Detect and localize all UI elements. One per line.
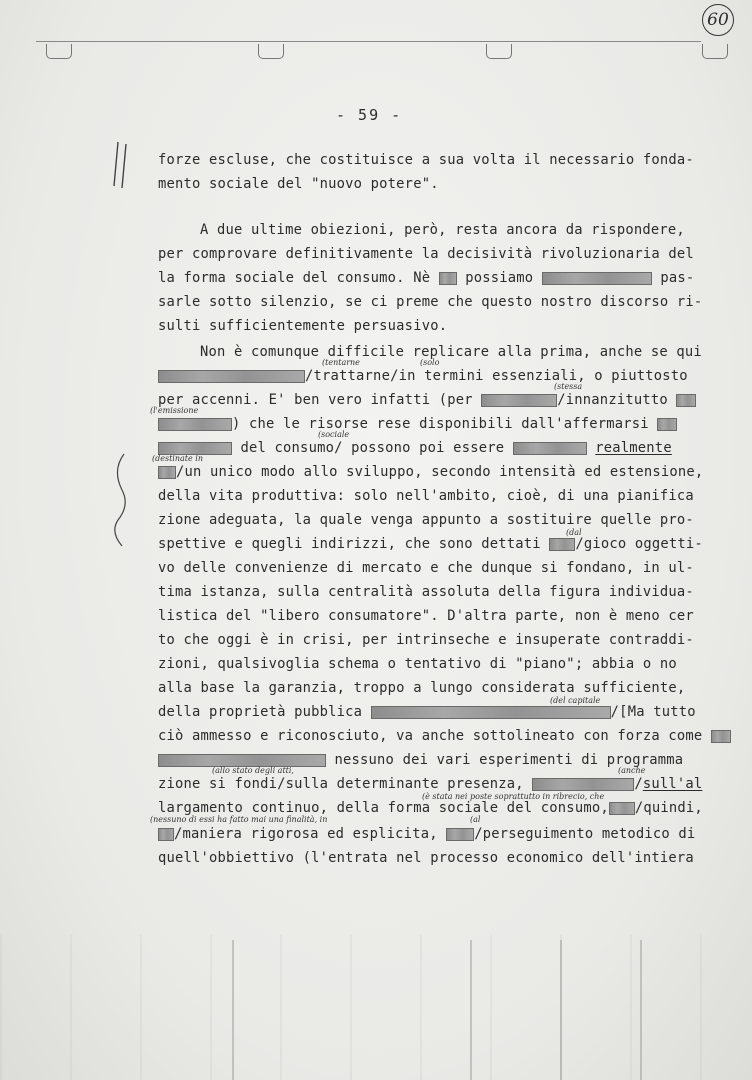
handwritten-note: (al [470,815,481,824]
top-edge-line [36,41,701,42]
redaction-bar [158,828,174,841]
text-line: zioni, qualsivoglia schema o tentativo di "piano"; abbia o no [158,656,677,672]
redaction-bar [371,706,611,719]
text-line: spettive e quegli indirizzi, che sono dettati /gioco oggetti- [158,536,703,552]
redaction-bar [158,418,232,431]
handwritten-note: (destinate in [152,454,203,463]
text-line: A due ultime obiezioni, però, resta ancora da rispondere, [200,222,685,238]
text-line: nessuno dei vari esperimenti di programma [158,752,683,768]
handwritten-note: (l'emissione [150,406,199,415]
redaction-bar [657,418,677,431]
text-line: listica del "libero consumatore". D'altra parte, non è meno cer [158,608,694,624]
redaction-bar [481,394,557,407]
text-line: sarle sotto silenzio, se ci preme che questo nostro discorso ri- [158,294,703,310]
handwritten-note: (è stata nei poste soprattutto in ribrecio, che [422,792,605,801]
text-line: tima istanza, sulla centralità assoluta della figura individua- [158,584,694,600]
redaction-bar [439,272,457,285]
text-line: del consumo/ possono poi essere realmente [158,440,672,456]
text-line: ) che le risorse rese disponibili dall'affermarsi [158,416,677,432]
text-line: vo delle convenienze di mercato e che dunque si fondano, in ul- [158,560,694,576]
scan-artifact-line [560,940,562,1080]
margin-double-line-icon [108,140,138,190]
redaction-bar [542,272,652,285]
redaction-bar [158,370,305,383]
redaction-bar [609,802,635,815]
binder-tab [702,44,728,59]
text-line: /maniera rigorosa ed esplicita, /perseguimento metodico di [158,826,695,842]
text-line: zione si fondi/sulla determinante presenza, /sull'al [158,776,703,792]
text-line: Non è comunque difficile replicare alla prima, anche se qui [200,344,702,360]
text-line: della proprietà pubblica /[Ma tutto [158,704,696,720]
redaction-bar [158,442,232,455]
redaction-bar [513,442,587,455]
text-line: per comprovare definitivamente la decisività rivoluzionaria del [158,246,694,262]
text-line: per accenni. E' ben vero infatti (per /innanzitutto [158,392,696,408]
page-number: - 59 - [336,106,403,124]
scan-artifact-line [232,940,234,1080]
redaction-bar [676,394,696,407]
handwritten-note: (allo stato degli atti, [212,766,294,775]
margin-brace-icon [104,450,134,550]
binder-tab [486,44,512,59]
redaction-bar [446,828,474,841]
handwritten-note: (del capitale [550,696,601,705]
text-line: forze escluse, che costituisce a sua volta il necessario fonda- [158,152,694,168]
handwritten-note: (anche [618,766,646,775]
text-line: sulti sufficientemente persuasivo. [158,318,448,334]
redaction-bar [711,730,731,743]
text-line: zione adeguata, la quale venga appunto a sostituire quelle pro- [158,512,694,528]
redaction-bar [532,778,634,791]
handwritten-note: (solo [420,358,440,367]
handwritten-note: (stessa [554,382,583,391]
text-line: ciò ammesso e riconosciuto, va anche sottolineato con forza come [158,728,731,744]
handwritten-note: (tentarne [322,358,360,367]
redaction-bar [158,466,176,479]
text-line: /un unico modo allo sviluppo, secondo intensità ed estensione, [158,464,703,480]
binder-tab [258,44,284,59]
scan-artifact-line [640,940,642,1080]
text-line: della vita produttiva: solo nell'ambito, cioè, di una pianifica [158,488,694,504]
text-line: /trattarne/in termini essenziali, o piuttosto [158,368,688,384]
redaction-bar [158,754,326,767]
handwritten-note: (dal [566,528,582,537]
redaction-bar [549,538,575,551]
text-line: la forma sociale del consumo. Nè possiamo pas- [158,270,695,286]
handwritten-note: (nessuno di essi ha fatto mai una finalità, in [150,815,328,824]
handwritten-note: (sociale [318,430,350,439]
text-line: quell'obbiettivo (l'entrata nel processo economico dell'intiera [158,850,694,866]
scan-artifact-line [470,940,472,1080]
text-line: alla base la garanzia, troppo a lungo considerata sufficiente, [158,680,686,696]
text-line: to che oggi è in crisi, per intrinseche e insuperate contraddi- [158,632,694,648]
folio-number: 60 [702,4,734,36]
text-line: largamento continuo, della forma sociale del consumo, /quindi, [158,800,703,816]
text-line: mento sociale del "nuovo potere". [158,176,439,192]
binder-tab [46,44,72,59]
